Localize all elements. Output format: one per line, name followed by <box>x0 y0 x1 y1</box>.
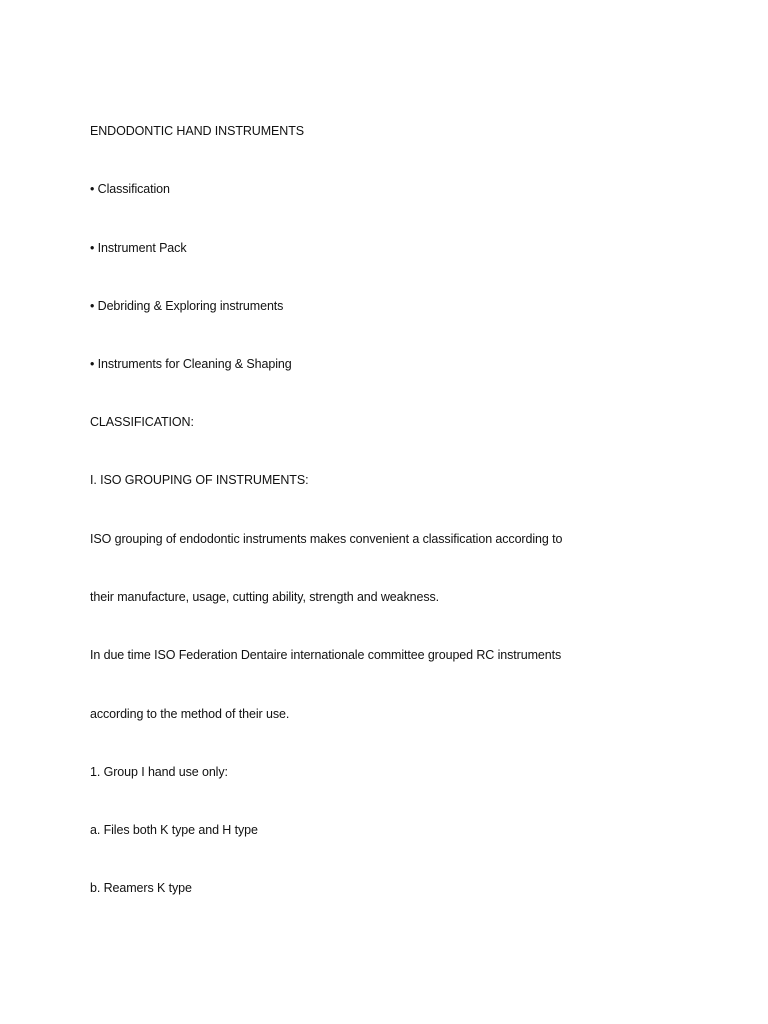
bullet-cleaning-shaping: • Instruments for Cleaning & Shaping <box>90 357 292 371</box>
bullet-classification: • Classification <box>90 182 170 196</box>
list-item: b. Reamers K type <box>90 881 192 895</box>
paragraph-line: In due time ISO Federation Dentaire internationale committee grouped RC instruments <box>90 648 562 662</box>
subheading-iso-grouping: I. ISO GROUPING OF INSTRUMENTS: <box>90 473 309 487</box>
bullet-instrument-pack: • Instrument Pack <box>90 241 187 255</box>
section-heading-classification: CLASSIFICATION: <box>90 415 194 429</box>
paragraph-line: according to the method of their use. <box>90 707 290 721</box>
paragraph-line: their manufacture, usage, cutting ability, strength and weakness. <box>90 590 440 604</box>
group-heading: 1. Group I hand use only: <box>90 765 228 779</box>
list-item: a. Files both K type and H type <box>90 823 258 837</box>
paragraph-line: ISO grouping of endodontic instruments makes convenient a classification according to <box>90 532 563 546</box>
bullet-debriding-exploring: • Debriding & Exploring instruments <box>90 299 284 313</box>
document-title: ENDODONTIC HAND INSTRUMENTS <box>90 124 304 138</box>
